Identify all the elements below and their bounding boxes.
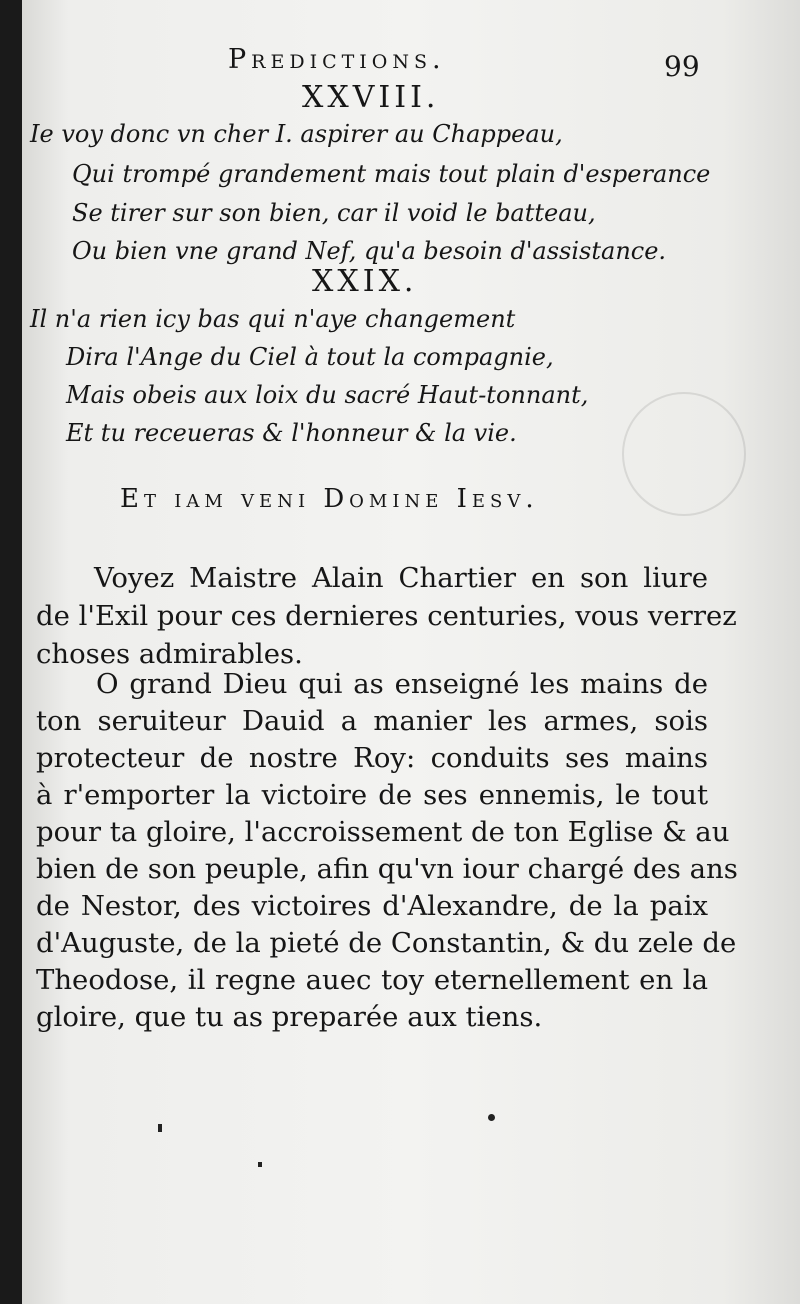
prose-line: gloire, que tu as preparée aux tiens. [36,1001,543,1033]
prose-line: O grand Dieu qui as enseigné les mains de [96,668,708,700]
prose-line: Theodose, il regne auec toy eternellement en la [36,964,708,996]
ink-mark [158,1124,162,1132]
prose-line: de l'Exil pour ces dernieres centuries, vous verrez [36,600,737,632]
verse-line: Il n'a rien icy bas qui n'aye changement [30,305,516,333]
prose-line: ton seruiteur Dauid a manier les armes, sois [36,705,708,737]
ink-mark [488,1114,495,1121]
stanza-numeral: XXIX. [312,264,418,299]
prose-line: d'Auguste, de la pieté de Constantin, & du zele de [36,927,737,959]
ink-mark [258,1162,262,1167]
book-page [22,0,800,1304]
prose-line: choses admirables. [36,638,303,670]
prose-line: à r'emporter la victoire de ses ennemis, le tout [36,779,708,811]
verse-line: Dira l'Ange du Ciel à tout la compagnie, [66,343,554,371]
running-title: Predictions. [228,44,446,75]
verse-line: Qui trompé grandement mais tout plain d'esperance [72,160,711,188]
prose-line: de Nestor, des victoires d'Alexandre, de la paix [36,890,708,922]
prose-line: Voyez Maistre Alain Chartier en son liure [94,562,708,594]
stanza-numeral: XXVIII. [302,80,440,115]
bleed-through-ring [622,392,746,516]
verse-line: Mais obeis aux loix du sacré Haut-tonnant, [66,381,589,409]
verse-line: Ou bien vne grand Nef, qu'a besoin d'assistance. [72,237,667,265]
prose-line: pour ta gloire, l'accroissement de ton Eglise & au [36,816,730,848]
explicit-heading: Et iam veni Domine Iesv. [120,484,539,514]
verse-line: Et tu receueras & l'honneur & la vie. [66,419,517,447]
prose-line: bien de son peuple, afin qu'vn iour chargé des ans [36,853,738,885]
prose-line: protecteur de nostre Roy: conduits ses mains [36,742,708,774]
page-number: 99 [664,50,700,83]
page-header [22,42,800,82]
verse-line: Se tirer sur son bien, car il void le batteau, [72,199,596,227]
verse-line: Ie voy donc vn cher I. aspirer au Chappeau, [30,120,563,148]
